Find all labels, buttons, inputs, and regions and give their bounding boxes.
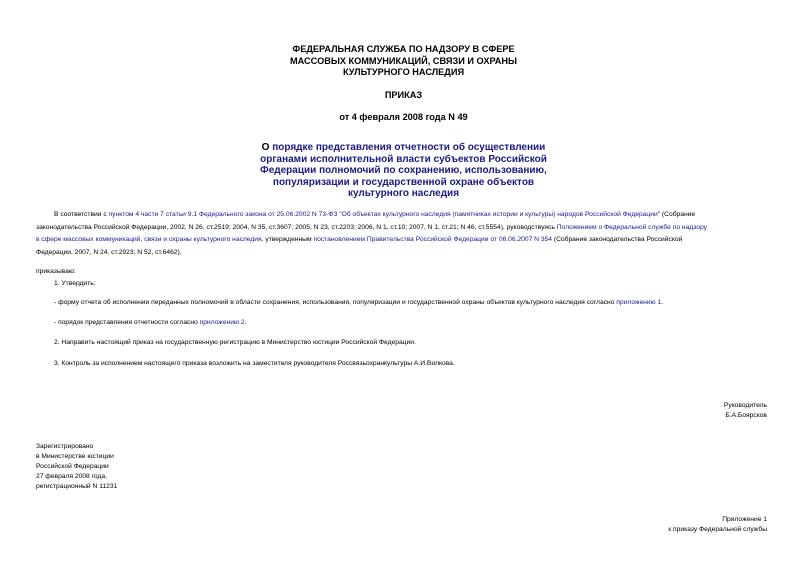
subject-prefix: О xyxy=(261,142,273,153)
document-date: от 4 февраля 2008 года N 49 xyxy=(339,112,468,122)
appendix-1-link[interactable]: приложению 1 xyxy=(616,299,662,306)
registration-line5: регистрационный N 11231 xyxy=(36,483,118,490)
order-item-1b: - порядок представления отчетности согласно приложению 2. xyxy=(54,319,247,326)
order-item-1a: - форму отчета об исполнении переданных полномочий в области сохранения, использования, популяризации и государственной охраны объектов культурного наследия согласно приложению 1. xyxy=(54,299,664,306)
regulation-link[interactable]: Положением о Федеральной службе по надзору xyxy=(556,223,707,231)
subject-line5: культурного наследия xyxy=(347,188,460,199)
signature-title: Руководитель xyxy=(723,402,767,409)
subject-line1: порядке представления отчетности об осуществлении xyxy=(272,142,546,153)
subject-line4: популяризации и государственной охране объектов xyxy=(272,176,535,188)
document-header xyxy=(0,44,807,79)
document-type: ПРИКАЗ xyxy=(384,90,423,100)
order-item-3: 3. Контроль за исполнением настоящего приказа возложить на заместителя руководителя Россвязьохранкультуры А.И.Вилкова. xyxy=(54,360,455,367)
document-subject[interactable] xyxy=(0,142,807,200)
appendix-2-link[interactable]: приложению 2 xyxy=(199,319,245,326)
registration-line3: Российской Федерации xyxy=(36,463,109,470)
decree-word: приказываю: xyxy=(36,268,76,275)
org-name-line3: КУЛЬТУРНОГО НАСЛЕДИЯ xyxy=(342,67,465,77)
org-name-line2: МАССОВЫХ КОММУНИКАЦИЙ, СВЯЗИ И ОХРАНЫ xyxy=(289,55,518,66)
order-item-2: 2. Направить настоящий приказ на государственную регистрацию в Министерство юстиции Российской Федерации. xyxy=(54,339,416,346)
order-item-1: 1. Утвердить: xyxy=(54,280,96,287)
registration-line2: в Министерстве юстиции xyxy=(36,453,114,460)
government-decree-link[interactable]: постановлением Правительства Российской Федерации от 06.06.2007 N 354 xyxy=(313,236,552,243)
signature-name: Б.А.Боярсков xyxy=(725,412,767,419)
org-name-line1: ФЕДЕРАЛЬНАЯ СЛУЖБА ПО НАДЗОРУ В СФЕРЕ xyxy=(292,44,515,54)
appendix-heading-line2: к приказу Федеральной службы xyxy=(668,526,767,533)
registration-line4: 27 февраля 2008 года, xyxy=(36,473,107,480)
regulation-link-cont[interactable]: в сфере массовых коммуникаций, связи и охраны культурного наследия xyxy=(36,236,262,243)
registration-line1: Зарегистрировано xyxy=(36,443,94,450)
subject-line2: органами исполнительной власти субъектов Российской xyxy=(260,153,547,165)
preamble-paragraph: В соответствии с пунктом 4 части 7 статьи 9.1 Федерального закона от 25.06.2002 N 73-ФЗ "Об объектах культурного наследия (памятниках истории и культуры) народов Российской Федерации" (Собрание законодательства Российской Федерации, 2002, N 26, ст.2519; 2004, N 35, ст.3607; 2005, N 23, ст.2203; 2006, N 1, ст.10; 2007, N 1, ст.21; N 46, ст.5554), руководствуясь Положением о Федеральной службе по надзору в сфере массовых коммуникаций, связи и охраны культурного наследия, утвержденным постановлением Правительства Российской Федерации от 06.06.2007 N 354 (Собрание законодательства Российской Федерации, 2007, N 24, ст.2923; N 52, ст.6462), xyxy=(36,211,707,256)
subject-line3: Федерации полномочий по сохранению, использованию, xyxy=(260,165,547,176)
appendix-heading-line1: Приложение 1 xyxy=(722,516,767,523)
federal-law-link[interactable]: пунктом 4 части 7 статьи 9.1 Федерального закона от 25.06.2002 N 73-ФЗ "Об объектах культурного наследия (памятниках истории и культуры) народов Российской Федерации" xyxy=(108,211,661,218)
